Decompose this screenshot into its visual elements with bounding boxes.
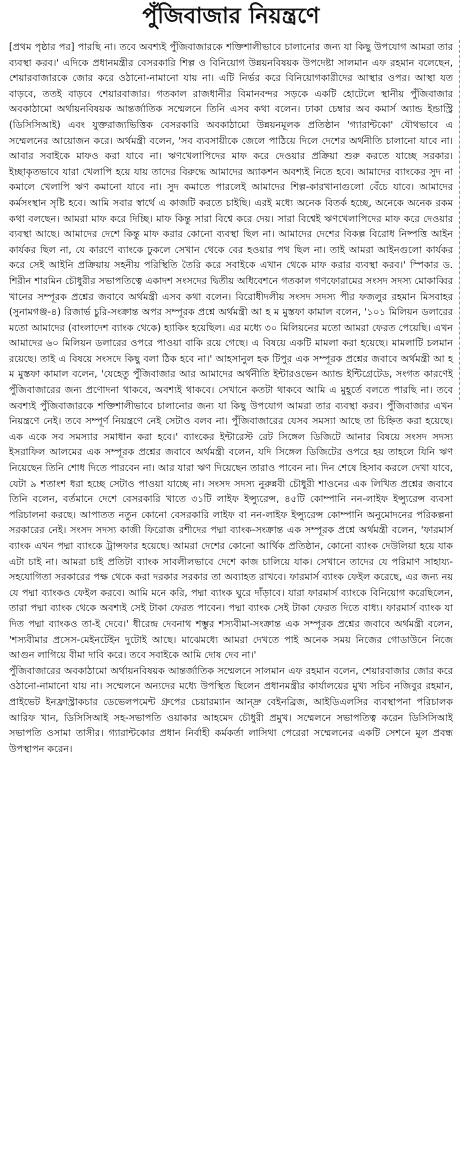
article-body: [9, 40, 453, 757]
paragraph-2: [9, 664, 453, 758]
paragraph-2-text: পুঁজিবাজারের অবকাঠামো অর্থায়নবিষয়ক আন্তর্জাতিক সম্মেলনে সালমান এফ রহমান বলেন, শেয়ারবাজার জোর করে ওঠানো-নামানো যায় না। সম্মেলনে অন্যদের মধ্যে উপস্থিত ছিলেন প্রধানমন্ত্রীর কার্যালয়ের মুখ্য সচিব নজিবুর রহমান, প্রাইভেট ইনফ্রাস্ট্রাকচার ডেভেলপমেন্ট গ্রুপের চেয়ারম্যান আন্দ্রু বেইনব্রিজ, আইডিএলসির ব্যবস্থাপনা পরিচালক আরিফ খান, ডিসিসিআই সহ-সভাপতি ওয়াকার আহমেদ চৌধুরী প্রমুখ। সম্মেলনে সভাপতিত্ব করেন ডিসিসিআই সভাপতি ওসামা তাসীর। গ্যারান্টকোর প্রধান নির্বাহী কর্মকর্তা লাসিথা পেরেরা সম্মেলনের একটি সেশনে মূল প্রবন্ধ উপস্থাপন করেন।: [9, 665, 453, 755]
paragraph-1-text: পারছি না। তবে অবশ্যই পুঁজিবাজারকে শক্তিশালীভাবে চালানোর জন্য যা কিছু উপযোগ আমরা তার ব্যবস্থা করব।' এদিকে প্রধানমন্ত্রীর বেসরকারি শিল্প ও বিনিয়োগ উন্নয়নবিষয়ক উপদেষ্টা সালমান এফ রহমান বলেছেন, শেয়ারবাজারকে জোর করে ওঠানো-নামানো যায় না। এটি নির্ভর করে বিনিয়োগকারীদের আস্থার ওপর। আস্থা যত বাড়বে, ততই বাড়বে শেয়ারবাজার। গতকাল রাজধানীর বিমানবন্দর সড়কে একটি হোটেলে স্থানীয় পুঁজিবাজার অবকাঠামো অর্থায়নবিষয়ক আন্তর্জাতিক সম্মেলনে তিনি এসব কথা বলেন। ঢাকা চেম্বার অব কমার্স অ্যান্ড ইন্ডাস্ট্রি (ডিসিসিআই) এবং যুক্তরাজ্যভিত্তিক বেসরকারি অবকাঠামো উন্নয়নমূলক প্রতিষ্ঠান 'গ্যারান্টকো' যৌথভাবে এ সম্মেলনের আয়োজন করে। অর্থমন্ত্রী বলেন, 'সব ব্যবসায়ীকে জেলে পাঠিয়ে দিলে দেশের অর্থনীতি চালানো যাবে না। আবার সবাইকে মাফও করা যাবে না। ঋণখেলাপিদের মাফ করে দেওয়ার প্রক্রিয়া শুরু করতে যাচ্ছে সরকার। ইচ্ছাকৃতভাবে যারা খেলাপি হয়ে যায় তাদের বিরুদ্ধে আমাদের অ্যাকশন অবশ্যই নিতে হবে। আমাদের ব্যাংকের সুদ না কমালে খেলাপি ঋণ কমানো যাবে না। সুদ কমাতে পারলেই আমাদের শিল্প-কারখানাগুলো বেঁচে যাবে। আমাদের কর্মসংস্থান সৃষ্টি হবে। আমি সবার স্বার্থে এ কাজটি করতে চাইছি। এরই মধ্যে অনেক বিতর্ক হচ্ছে, অনেকে অনেক রকম কথা বলছেন। আমরা মাফ করে দিচ্ছি। মাফ কিন্তু সারা বিশ্বে করে দেয়। সারা বিশ্বেই ঋণখেলাপিদের মাফ করে দেওয়ার ব্যবস্থা আছে। আমাদের দেশে কিন্তু মাফ করার কোনো ব্যবস্থা ছিল না। আমাদের দেশের বিকল্প বিরোধ নিষ্পত্তি আইন কার্যকর ছিল না, যে কারণে ব্যাংকে ঢুকলে সেখান থেকে বের হওয়ার পথ ছিল না। তাই আমরা আইনগুলো কার্যকর করে সেই আইনি প্রক্রিয়ায় সহনীয় পরিস্থিতি তৈরি করে সবাইকে এখান থেকে মাফ করার ব্যবস্থা করব।' স্পিকার ড. শিরীন শারমিন চৌধুরীর সভাপতিত্বে একাদশ সংসদের দ্বিতীয় অধিবেশনে গতকাল গণফোরামের সংসদ সদস্য মোকাব্বির খানের সম্পূরক প্রশ্নের জবাবে অর্থমন্ত্রী এসব কথা বলেন। বিরোধীদলীয় সংসদ সদস্য পীর ফজলুর রহমান মিসবাহর (সুনামগঞ্জ-৪) রিজার্ভ চুরি-সংক্রান্ত অপর সম্পূরক প্রশ্নে অর্থমন্ত্রী আ হ ম মুস্তফা কামাল বলেন, '১০১ মিলিয়ন ডলারের মতো আমাদের (বাংলাদেশ ব্যাংক থেকে) হ্যাকিং হয়েছিল। এর মধ্যে ৩০ মিলিয়নের মতো আমরা ফেরত পেয়েছি। এখন আমাদের ৬০ মিলিয়ন ডলারের ওপরে পাওয়া বাকি রয়ে গেছে। এ বিষয়ে একটি মামলা করা হয়েছে। মামলাটি চলমান রয়েছে। তাই এ বিষয়ে সংসদে কিছু বলা ঠিক হবে না।' আহসানুল হক টিপুর এক সম্পূরক প্রশ্নের জবাবে অর্থমন্ত্রী আ হ ম মুস্তফা কামাল বলেন, 'যেহেতু পুঁজিবাজার আর আমাদের অর্থনীতি ইন্টারওভেন অ্যান্ড ইন্টিগ্রেটেড, সংগত কারণেই পুঁজিবাজারের জন্য প্রণোদনা থাকবে, অবশ্যই থাকবে। সেখানে কতটা থাকবে আমি এ মুহূর্তে বলতে পারছি না। তবে অবশ্যই পুঁজিবাজারকে শক্তিশালীভাবে চালানোর জন্য যা কিছু উপযোগ আমরা তার ব্যবস্থা করব। পুঁজিবাজার এখন নিয়ন্ত্রণে নেই। তবে সম্পূর্ণ নিয়ন্ত্রণে নেই সেটাও বলব না। পুঁজিবাজারের যেসব সমস্যা আছে তা চিহ্নিত করা হয়েছে। এক একে সব সমস্যার সমাধান করা হবে।' ব্যাংকের ইন্টারেস্ট রেট সিঙ্গেল ডিজিটে আনার বিষয়ে সংসদ সদস্য ইসরাফিল আলমের এক সম্পূরক প্রশ্নের জবাবে অর্থমন্ত্রী বলেন, যদি সিঙ্গেল ডিজিটের ওপরে হয় তাহলে যিনি ঋণ নিয়েছেন তিনি শোধ দিতে পারবেন না। আর যারা ঋণ দিয়েছেন তারাও পাবেন না। দিন শেষে হিসাব করলে দেখা যাবে, যেটা ৯ শতাংশ ধরা হচ্ছে সেটাও পাওয়া যাচ্ছে না। সংসদ সদস্য নুরুন্নবী চৌধুরী শাওনের এক লিখিত প্রশ্নের জবাবে তিনি বলেন, বর্তমানে দেশে বেসরকারি খাতে ৩১টি লাইফ ইন্স্যুরেন্স, ৪৫টি কোম্পানি নন-লাইফ ইন্স্যুরেন্স ব্যবসা পরিচালনা করছে। আপাতত নতুন কোনো বেসরকারি লাইফ বা নন-লাইফ ইন্স্যুরেন্স কোম্পানি অনুমোদনের পরিকল্পনা সরকারের নেই। সংসদ সদস্য কাজী ফিরোজ রশীদের পদ্মা ব্যাংক-সংক্রান্ত এক সম্পূরক প্রশ্নে অর্থমন্ত্রী বলেন, 'ফারমার্স ব্যাংক এখন পদ্মা ব্যাংকে ট্রান্সফার হয়েছে। আমরা দেশের কোনো আর্থিক প্রতিষ্ঠান, কোনো ব্যাংক দেউলিয়া হয়ে যাক এটা চাই না। আমরা চাই প্রতিটা ব্যাংক সাবলীলভাবে দেশে কাজ চালিয়ে যাক। সেখানে তাদের যে পরিমাণ সাহায্য-সহযোগিতা সরকারের পক্ষ থেকে করা দরকার সরকার তা অব্যাহত রাখবে। ফারমার্স ব্যাংক ফেইল করেছে, এর জন্য নয় যে পদ্মা ব্যাংকও ফেইল করবে। আমি মনে করি, পদ্মা ব্যাংক ঘুরে দাঁড়াবে। যারা ফারমার্স ব্যাংকে বিনিয়োগ করেছিলেন, তারা পদ্মা ব্যাংক থেকে অবশ্যই সেই টাকা ফেরত পাবেন। পদ্মা ব্যাংক সেই টাকা ফেরত দিতে বাধ্য। ফারমার্স ব্যাংক যা দিত পদ্মা ব্যাংকও তা-ই দেবে।' ধীরেন্দ্র দেবনাথ শম্ভুর শস্যবীমা-সংক্রান্ত এক সম্পূরক প্রশ্নের জবাবে অর্থমন্ত্রী বলেন, 'শস্যবীমার প্রসেস-মেইনটেইন দুটোই আছে। মাঝেমধ্যে আমরা দেখতে পাই অনেক সময় নিজের গোডাউনে নিজে আগুন লাগিয়ে বীমা দাবি করে। তবে সবাইকে আমি দোষ দেব না।': [9, 42, 453, 662]
dateline: [প্রথম পৃষ্ঠার পর]: [9, 42, 75, 53]
page-edge-mark: [457, 40, 460, 400]
headline: পুঁজিবাজার নিয়ন্ত্রণে: [142, 4, 320, 29]
paragraph-1: [9, 40, 453, 664]
